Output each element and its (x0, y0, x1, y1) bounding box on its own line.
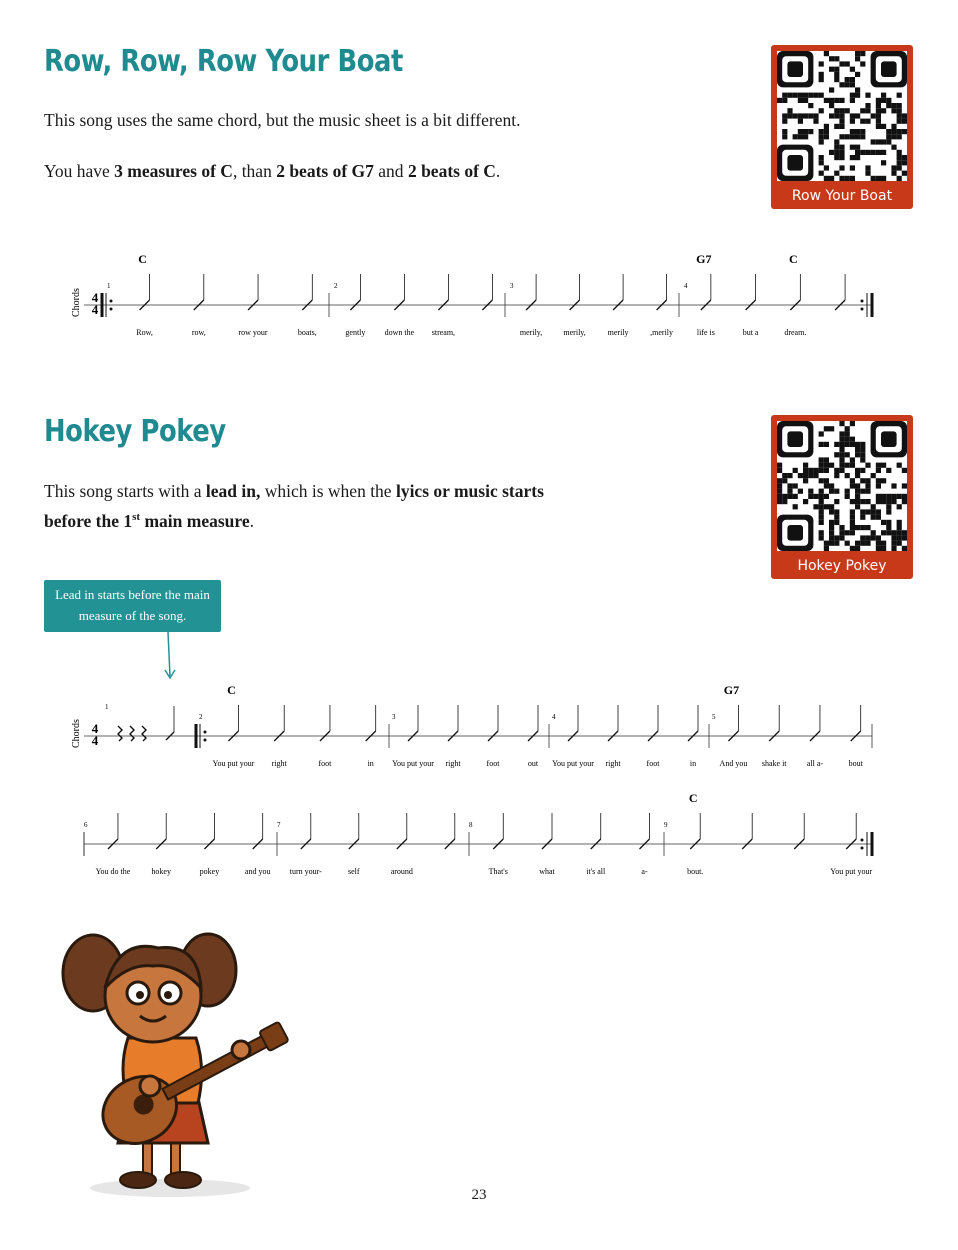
time-sig-top: 4 (91, 721, 99, 736)
rest-symbol (118, 726, 122, 741)
lyric-syllable: pokey (199, 867, 220, 876)
lyric-syllable: a- (641, 867, 648, 876)
measure-number: 4 (684, 282, 688, 290)
lyric-syllable: right (271, 759, 287, 768)
lyric-syllable: hokey (151, 867, 171, 876)
hokey-pokey-staff-line-1 (0, 680, 958, 790)
chord-symbol: C (688, 791, 698, 805)
chord-symbol: C (789, 252, 798, 266)
measure-number: 2 (334, 282, 338, 290)
lyric-syllable: right (445, 759, 461, 768)
lyric-syllable: That's (488, 867, 508, 876)
lyric-syllable: foot (486, 759, 500, 768)
qr-code-icon (777, 51, 907, 181)
repeat-dot (110, 308, 113, 311)
measure-number: 5 (712, 713, 716, 721)
lyric-syllable: You put your (552, 759, 594, 768)
lyric-syllable: in (367, 759, 374, 768)
lyric-syllable: down the (384, 328, 415, 337)
chord-symbol: C (227, 683, 236, 697)
measure-number: 8 (469, 821, 473, 829)
lyric-syllable: stream, (431, 328, 456, 337)
lyric-syllable: And you (719, 759, 748, 768)
lyric-syllable: merily, (519, 328, 543, 337)
lyric-syllable: dream. (784, 328, 807, 337)
lyric-syllable: around (390, 867, 413, 876)
time-sig-bottom: 4 (91, 302, 99, 317)
time-sig-top: 4 (91, 290, 99, 305)
repeat-dot (861, 300, 864, 303)
lyric-syllable: Row, (136, 328, 153, 337)
lyric-syllable: life is (696, 328, 715, 337)
measure-info-paragraph: You have 3 measures of C, than 2 beats of G7 and 2 beats of C. (44, 161, 501, 181)
measure-number: 2 (199, 713, 203, 721)
callout-arrow-icon (160, 632, 180, 682)
lyric-syllable: what (539, 867, 555, 876)
lyric-syllable: You put your (392, 759, 434, 768)
lyric-syllable: You do the (95, 867, 131, 876)
lyric-syllable: but a (742, 328, 759, 337)
lyric-syllable: and you (244, 867, 271, 876)
repeat-dot (110, 300, 113, 303)
measure-number: 1 (107, 282, 111, 290)
lyric-syllable: it's all (586, 867, 606, 876)
lyric-syllable: merily (607, 328, 629, 337)
lyric-syllable: bout (848, 759, 863, 768)
qr-code-icon (777, 421, 907, 551)
qr-card-hokey-pokey[interactable] (771, 415, 913, 579)
rest-symbol (142, 726, 146, 741)
measure-number: 3 (392, 713, 396, 721)
lyric-syllable: row, (191, 328, 206, 337)
repeat-dot (861, 308, 864, 311)
rest-symbol (130, 726, 134, 741)
lyric-syllable: gently (345, 328, 366, 337)
lyric-syllable: foot (318, 759, 332, 768)
lyric-syllable: turn your- (289, 867, 322, 876)
lyric-syllable: ,merily (650, 328, 674, 337)
chord-symbol: G7 (723, 683, 740, 697)
repeat-dot (861, 839, 864, 842)
lyric-syllable: You put your (830, 867, 873, 876)
lyric-syllable: out (527, 759, 539, 768)
chord-symbol: C (138, 252, 147, 266)
repeat-dot (861, 847, 864, 850)
lyric-syllable: right (605, 759, 621, 768)
measure-number: 3 (510, 282, 514, 290)
staff-label: Chords (71, 288, 82, 317)
section-title-hokey-pokey: Hokey Pokey (44, 414, 226, 449)
repeat-dot (204, 739, 207, 742)
repeat-dot (204, 731, 207, 734)
hokey-pokey-staff-line-2 (0, 788, 958, 888)
qr-label: Hokey Pokey (797, 558, 887, 574)
page-number: 23 (471, 1187, 487, 1203)
girl-with-guitar-illustration (58, 918, 298, 1203)
measure-number: 9 (664, 821, 668, 829)
lyric-syllable: foot (646, 759, 660, 768)
lyric-syllable: in (689, 759, 697, 768)
lyric-syllable: shake it (761, 759, 787, 768)
lyric-syllable: merily, (563, 328, 586, 337)
lead-in-callout: Lead in starts before the main measure of the song. (44, 580, 221, 632)
section-title-row-your-boat: Row, Row, Row Your Boat (44, 44, 403, 79)
chord-symbol: G7 (696, 252, 712, 266)
lyric-syllable: You put your (212, 759, 255, 768)
qr-card-row-your-boat[interactable] (771, 45, 913, 209)
lead-in-paragraph: This song starts with a lead in, which is when the lyics or music starts before the 1st main measure. (44, 481, 544, 531)
measure-number: 7 (277, 821, 281, 829)
time-sig-bottom: 4 (91, 733, 99, 748)
staff-label: Chords (71, 719, 82, 748)
intro-paragraph: This song uses the same chord, but the music sheet is a bit different. (44, 110, 521, 130)
lyric-syllable: all a- (806, 759, 824, 768)
qr-label: Row Your Boat (791, 188, 893, 204)
lyric-syllable: self (348, 867, 360, 876)
measure-number: 6 (84, 821, 88, 829)
lyric-syllable: bout. (687, 867, 704, 876)
row-your-boat-staff (0, 240, 958, 350)
lyric-syllable: boats, (297, 328, 317, 337)
lyric-syllable: row your (238, 328, 268, 337)
measure-number: 1 (105, 703, 109, 711)
measure-number: 4 (552, 713, 556, 721)
